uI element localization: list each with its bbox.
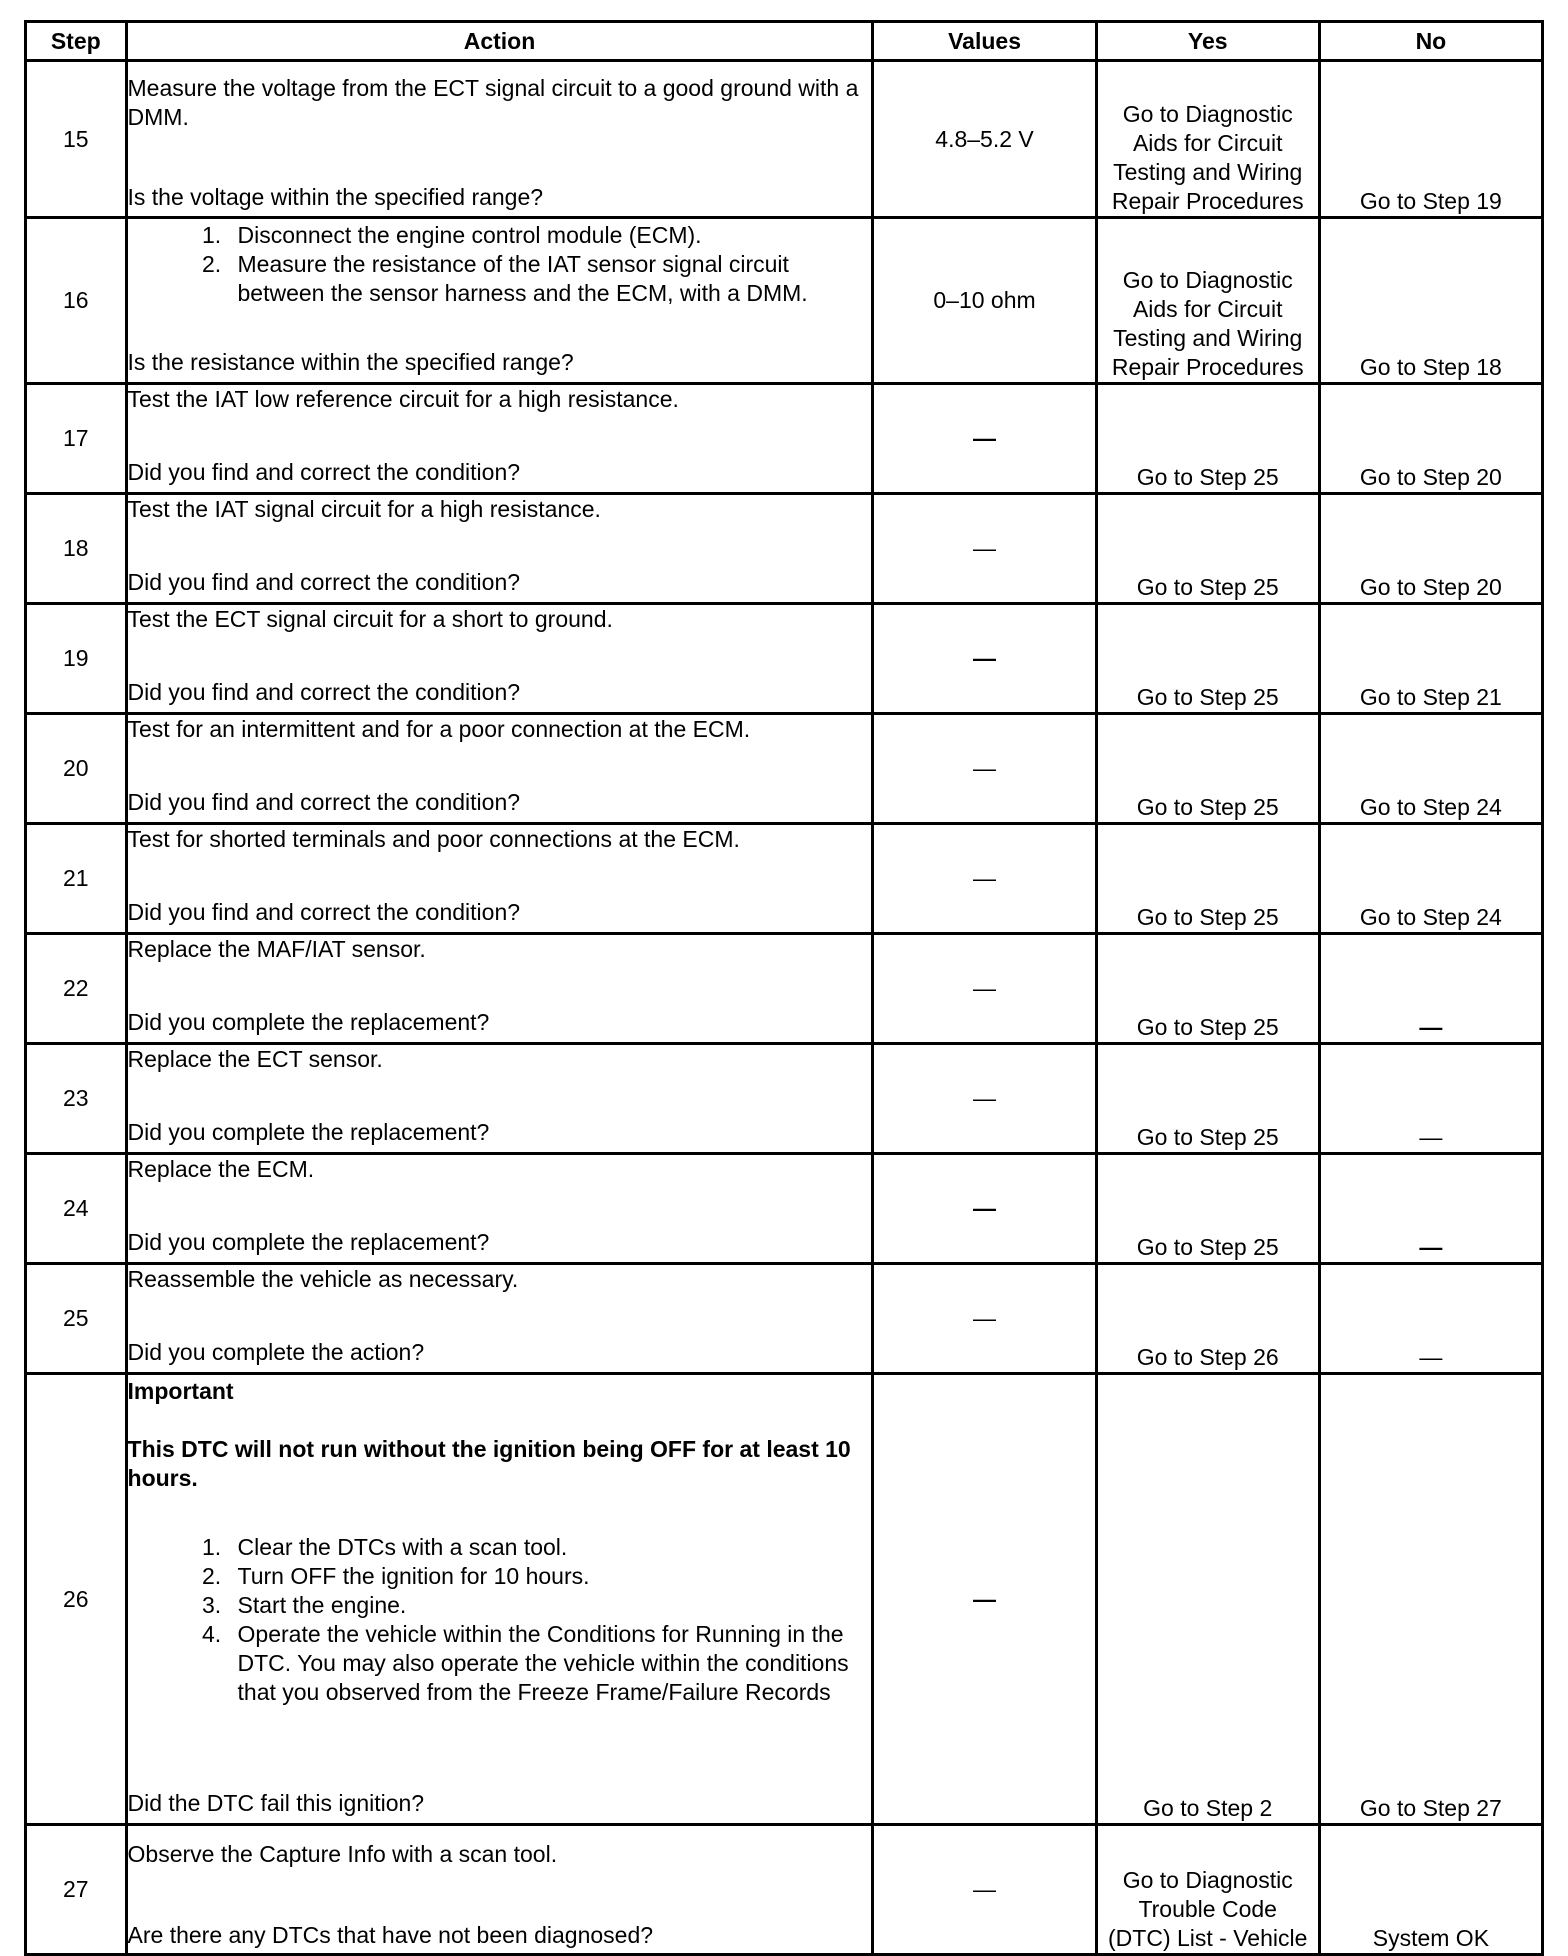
yes-link[interactable]: Go to Step 2: [1096, 1374, 1319, 1825]
values-cell: 4.8–5.2 V: [873, 61, 1096, 218]
important-heading: Important: [127, 1378, 234, 1404]
action-cell: [126, 384, 873, 494]
yes-link[interactable]: Go to Step 26: [1096, 1264, 1319, 1374]
action-cell: [126, 714, 873, 824]
action-steps: [128, 1533, 872, 1707]
no-link[interactable]: Go to Step 19: [1319, 61, 1542, 218]
action-cell: [126, 1044, 873, 1154]
table-row: [26, 494, 1543, 604]
action-question: Did you complete the replacement?: [127, 1119, 490, 1145]
no-link[interactable]: Go to Step 18: [1319, 218, 1542, 384]
action-step-item: 1. Clear the DTCs with a scan tool.: [228, 1533, 872, 1562]
table-row: [26, 1044, 1543, 1154]
no-link[interactable]: Go to Step 24: [1319, 714, 1542, 824]
step-number: 17: [26, 384, 127, 494]
action-text: Test the ECT signal circuit for a short to ground.: [127, 606, 613, 632]
action-text: Test the IAT low reference circuit for a high resistance.: [127, 386, 679, 412]
action-cell: [126, 1264, 873, 1374]
action-text: Test the IAT signal circuit for a high resistance.: [127, 496, 601, 522]
step-number: 26: [26, 1374, 127, 1825]
action-cell: [126, 824, 873, 934]
action-question: Did you find and correct the condition?: [127, 569, 521, 595]
action-question: Did you find and correct the condition?: [127, 899, 521, 925]
no-link[interactable]: —: [1319, 1044, 1542, 1154]
action-step-item: 2. Turn OFF the ignition for 10 hours.: [228, 1562, 872, 1591]
action-cell: [126, 61, 873, 218]
step-number: 19: [26, 604, 127, 714]
header-row: [26, 22, 1543, 61]
action-text: Observe the Capture Info with a scan tool.: [127, 1841, 558, 1867]
table-row: [26, 934, 1543, 1044]
step-number: 21: [26, 824, 127, 934]
table-row: [26, 1825, 1543, 1955]
action-question: Did you find and correct the condition?: [127, 459, 521, 485]
step-number: 18: [26, 494, 127, 604]
yes-link[interactable]: Go to Step 25: [1096, 824, 1319, 934]
values-cell: —: [873, 824, 1096, 934]
action-step-item: 4. Operate the vehicle within the Conditions for Running in the DTC. You may also operate the vehicle within the conditions that you observed from the Freeze Frame/Failure Records: [228, 1620, 872, 1707]
no-link[interactable]: Go to Step 20: [1319, 384, 1542, 494]
header-step: Step: [26, 22, 127, 61]
step-number: 16: [26, 218, 127, 384]
action-cell: [126, 1374, 873, 1825]
action-question: Did you complete the action?: [127, 1339, 425, 1365]
header-yes: Yes: [1096, 22, 1319, 61]
yes-link[interactable]: Go to Step 25: [1096, 1044, 1319, 1154]
values-cell: —: [873, 934, 1096, 1044]
action-text: Measure the voltage from the ECT signal circuit to a good ground with a DMM.: [127, 75, 859, 130]
action-question: Is the voltage within the specified range?: [127, 184, 544, 210]
action-text: Reassemble the vehicle as necessary.: [127, 1266, 519, 1292]
action-cell: [126, 218, 873, 384]
header-values: Values: [873, 22, 1096, 61]
action-step-item: 3. Start the engine.: [228, 1591, 872, 1620]
table-row: [26, 714, 1543, 824]
action-steps: [128, 219, 872, 308]
action-text: Replace the ECT sensor.: [127, 1046, 383, 1072]
no-link[interactable]: System OK: [1319, 1825, 1542, 1955]
yes-link[interactable]: Go to Diagnostic Trouble Code (DTC) List - Vehicle: [1096, 1825, 1319, 1955]
table-row: [26, 218, 1543, 384]
action-text: Replace the ECM.: [127, 1156, 315, 1182]
yes-link[interactable]: Go to Step 25: [1096, 604, 1319, 714]
action-step-item: 2. Measure the resistance of the IAT sensor signal circuit between the sensor harness and the ECM, with a DMM.: [228, 250, 872, 308]
values-cell: —: [873, 384, 1096, 494]
yes-link[interactable]: Go to Diagnostic Aids for Circuit Testing and Wiring Repair Procedures: [1096, 218, 1319, 384]
diagnostic-table: [24, 20, 1544, 1956]
values-cell: —: [873, 1374, 1096, 1825]
action-question: Did you find and correct the condition?: [127, 679, 521, 705]
action-text: Test for an intermittent and for a poor connection at the ECM.: [127, 716, 751, 742]
no-link[interactable]: Go to Step 27: [1319, 1374, 1542, 1825]
action-text: Replace the MAF/IAT sensor.: [127, 936, 426, 962]
table-row: [26, 61, 1543, 218]
values-cell: —: [873, 1825, 1096, 1955]
values-cell: —: [873, 1154, 1096, 1264]
important-note: This DTC will not run without the ignition being OFF for at least 10 hours.: [127, 1436, 851, 1491]
action-question: Did you complete the replacement?: [127, 1009, 490, 1035]
action-cell: [126, 1825, 873, 1955]
yes-link[interactable]: Go to Step 25: [1096, 714, 1319, 824]
values-cell: —: [873, 604, 1096, 714]
values-cell: —: [873, 494, 1096, 604]
yes-link[interactable]: Go to Step 25: [1096, 934, 1319, 1044]
table-row: [26, 1264, 1543, 1374]
yes-link[interactable]: Go to Step 25: [1096, 494, 1319, 604]
values-cell: —: [873, 714, 1096, 824]
table-row: [26, 604, 1543, 714]
action-cell: [126, 604, 873, 714]
action-question: Did you find and correct the condition?: [127, 789, 521, 815]
action-step-item: 1. Disconnect the engine control module (ECM).: [228, 221, 872, 250]
action-text: Test for shorted terminals and poor connections at the ECM.: [127, 826, 740, 852]
action-cell: [126, 934, 873, 1044]
step-number: 15: [26, 61, 127, 218]
yes-link[interactable]: Go to Step 25: [1096, 384, 1319, 494]
yes-link[interactable]: Go to Diagnostic Aids for Circuit Testing and Wiring Repair Procedures: [1096, 61, 1319, 218]
action-cell: [126, 1154, 873, 1264]
step-number: 20: [26, 714, 127, 824]
step-number: 24: [26, 1154, 127, 1264]
step-number: 27: [26, 1825, 127, 1955]
no-link[interactable]: —: [1319, 1264, 1542, 1374]
action-question: Did you complete the replacement?: [127, 1229, 490, 1255]
no-link[interactable]: —: [1319, 1154, 1542, 1264]
table-row: [26, 1374, 1543, 1825]
no-link[interactable]: —: [1319, 934, 1542, 1044]
values-cell: —: [873, 1044, 1096, 1154]
action-cell: [126, 494, 873, 604]
step-number: 23: [26, 1044, 127, 1154]
action-question: Are there any DTCs that have not been diagnosed?: [127, 1922, 654, 1948]
values-cell: —: [873, 1264, 1096, 1374]
step-number: 22: [26, 934, 127, 1044]
no-link[interactable]: Go to Step 24: [1319, 824, 1542, 934]
table-row: [26, 824, 1543, 934]
yes-link[interactable]: Go to Step 25: [1096, 1154, 1319, 1264]
step-number: 25: [26, 1264, 127, 1374]
header-no: No: [1319, 22, 1542, 61]
table-row: [26, 384, 1543, 494]
action-question: Did the DTC fail this ignition?: [127, 1790, 425, 1816]
action-question: Is the resistance within the specified range?: [127, 349, 574, 375]
no-link[interactable]: Go to Step 20: [1319, 494, 1542, 604]
header-action: Action: [126, 22, 873, 61]
values-cell: 0–10 ohm: [873, 218, 1096, 384]
no-link[interactable]: Go to Step 21: [1319, 604, 1542, 714]
table-row: [26, 1154, 1543, 1264]
